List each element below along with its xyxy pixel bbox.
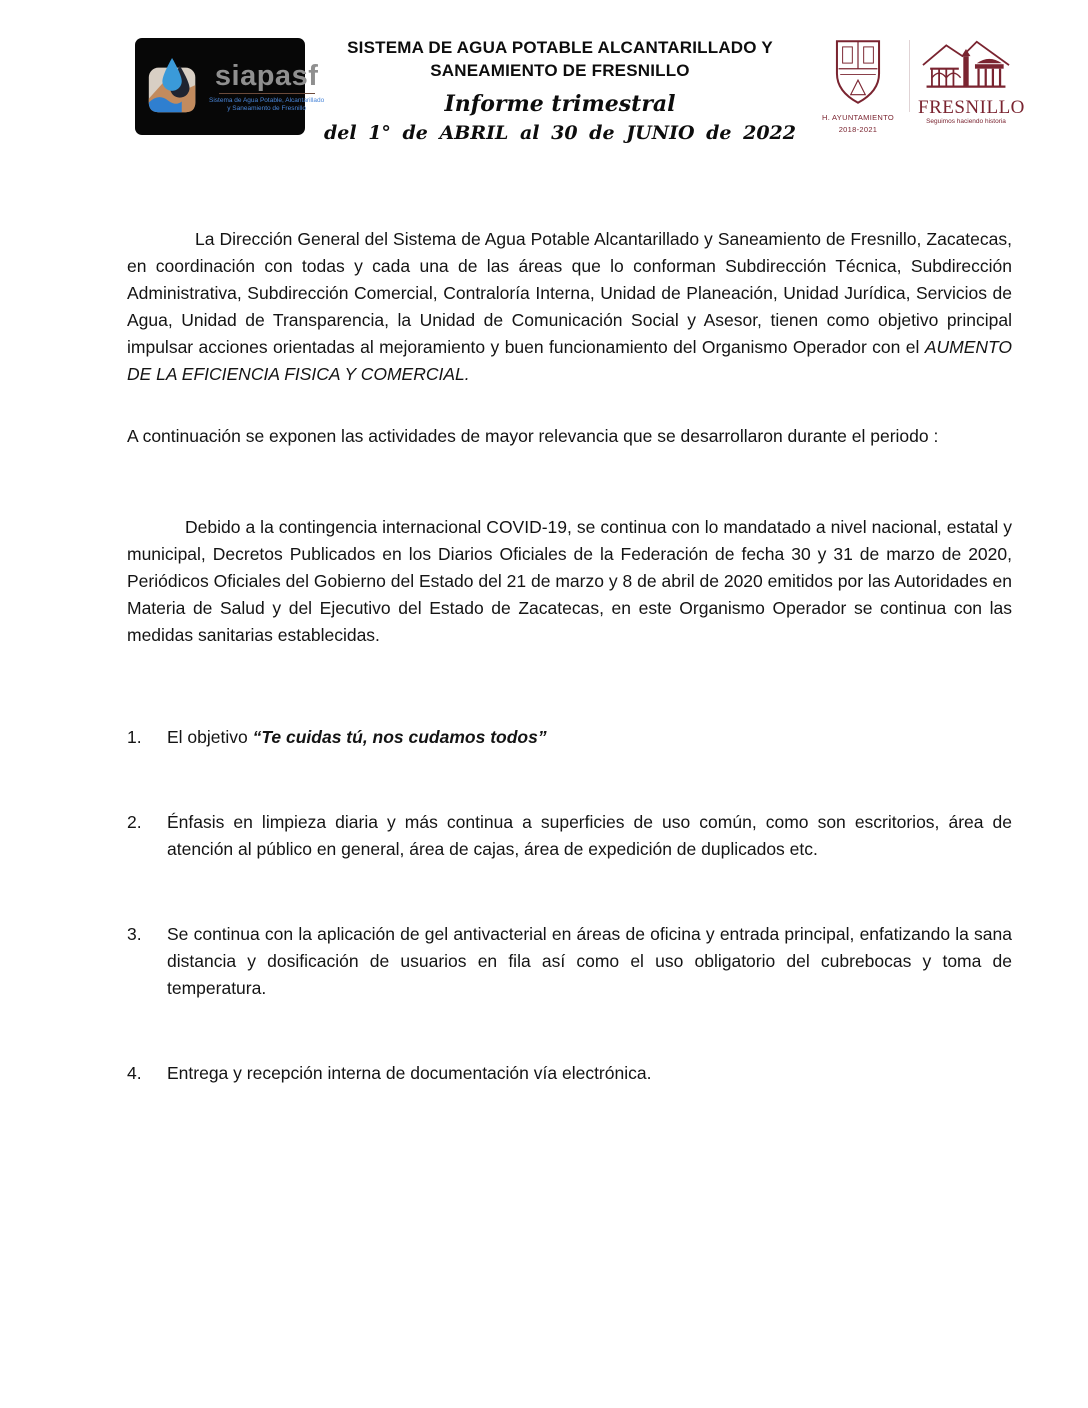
ayuntamiento-shield-icon — [832, 38, 884, 106]
paragraph-activities: A continuación se exponen las actividades de mayor relevancia que se desarrollaron durante el periodo : — [127, 426, 939, 446]
list-item-1-number: 1. — [127, 727, 142, 747]
list-item-1 — [127, 724, 1012, 751]
siapasf-tagline-line2: y Saneamiento de Fresnillo — [227, 104, 307, 112]
list-item-2 — [127, 809, 1012, 863]
document-header — [0, 30, 1088, 142]
logo-divider — [909, 40, 910, 112]
list-item-1-prefix: El objetivo — [167, 727, 253, 747]
list-item-4-text: Entrega y recepción interna de documentación vía electrónica. — [167, 1063, 652, 1083]
paragraph-covid: Debido a la contingencia internacional COVID-19, se continua con lo mandatado a nivel nacional, estatal y municipal, Decretos Publicados en los Diarios Oficiales de la Federación de fecha 30 y 31 de marzo de 2020, Periódicos Oficiales del Gobierno del Estado del 21 de marzo y 8 de abril de 2020 emitidos por las Autoridades en Materia de Salud y del Ejecutivo del Estado de Zacatecas, en este Organismo Operador se continua con las medidas sanitarias establecidas. — [127, 517, 1012, 645]
list-item-3-text: Se continua con la aplicación de gel antivacterial en áreas de oficina y entrada principal, enfatizando la sana distancia y dosificación de usuarios en fila así como el uso obligatorio del cubrebocas y toma de temperatura. — [167, 924, 1012, 998]
title-block — [290, 36, 830, 144]
ayuntamiento-label-line1: H. AYUNTAMIENTO — [821, 113, 894, 122]
org-name-line1: SISTEMA DE AGUA POTABLE ALCANTARILLADO Y — [347, 38, 773, 57]
list-item-2-number: 2. — [127, 812, 142, 832]
siapasf-emblem-icon — [143, 56, 205, 118]
siapasf-wordmark: siapasf — [214, 59, 319, 92]
list-item-1-quote: “Te cuidas tú, nos cudamos todos” — [252, 727, 547, 747]
header-right-logos — [815, 30, 1025, 140]
list-item-2-text: Énfasis en limpieza diaria y más continua a superficies de uso común, como son escritorios, área de atención al público en general, área de cajas, área de expedición de duplicados etc. — [167, 812, 1012, 859]
report-title: Informe trimestral — [444, 91, 676, 117]
siapasf-logo — [135, 38, 325, 135]
list-item-3 — [127, 921, 1012, 1002]
list-item-3-number: 3. — [127, 924, 142, 944]
document-body — [127, 226, 1012, 1087]
paragraph-intro-emphasis: AUMENTO DE LA EFICIENCIA FISICA Y COMERCIAL. — [127, 337, 1012, 384]
report-period: del 1° de ABRIL al 30 de JUNIO de 2022 — [323, 122, 797, 144]
list-item-4-number: 4. — [127, 1063, 142, 1083]
ayuntamiento-label-line2: 2018-2021 — [838, 125, 878, 134]
org-name — [290, 36, 830, 82]
paragraph-intro — [127, 226, 1012, 388]
fresnillo-logo — [918, 30, 1025, 126]
fresnillo-mine-icon — [920, 40, 1012, 92]
fresnillo-tagline: Seguimos haciendo historia — [926, 118, 1006, 125]
ayuntamiento-seal — [815, 30, 901, 135]
paragraph-intro-text: La Dirección General del Sistema de Agua Potable Alcantarillado y Saneamiento de Fresnillo, Zacatecas, en coordinación con todas y cada una de las áreas que lo conforman Subdirección Técnica, Subdirección Administrativa, Subdirección Comercial, Contraloría Interna, Unidad de Planeación, Unidad Jurídica, Servicios de Agua, Unidad de Transparencia, la Unidad de Comunicación Social y Asesor, tienen como objetivo principal impulsar acciones orientadas al mejoramiento y buen funcionamiento del Organismo Operador con el — [127, 229, 1012, 357]
fresnillo-wordmark: FRESNILLO — [918, 97, 1025, 118]
list-item-4 — [127, 1060, 1012, 1087]
siapasf-tagline-line1: Sistema de Agua Potable, Alcantarillado — [209, 96, 325, 104]
org-name-line2: SANEAMIENTO DE FRESNILLO — [430, 61, 690, 80]
numbered-list — [127, 724, 1012, 1087]
